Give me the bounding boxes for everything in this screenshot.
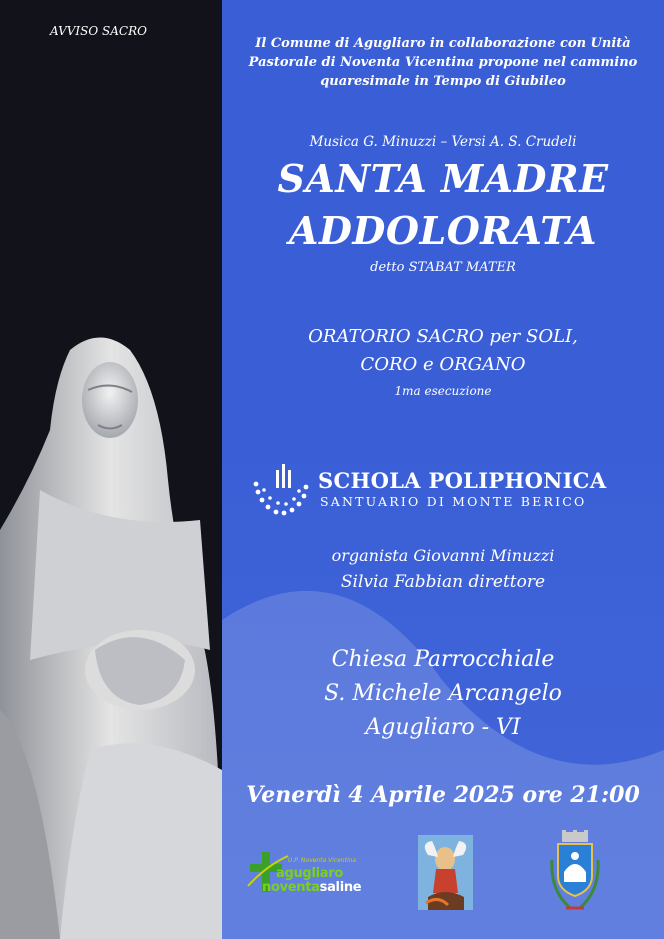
- title-line-1: SANTA MADRE: [277, 156, 609, 201]
- oratorio-line-2: CORO e ORGANO: [360, 354, 526, 375]
- subtitle-text: detto STABAT MATER: [370, 260, 516, 275]
- oratorio-line-1: ORATORIO SACRO per SOLI,: [308, 326, 578, 347]
- parish-unit-line-1: agugliaro: [276, 866, 343, 881]
- schola-logo-icon: [248, 462, 310, 520]
- organist-text: organista Giovanni Minuzzi: [331, 546, 555, 565]
- pieta-statue-image: [0, 330, 222, 939]
- title-line-2: ADDOLORATA: [289, 208, 597, 253]
- ensemble-subtitle: SANTUARIO DI MONTE BERICO: [320, 494, 587, 509]
- intro-text: Il Comune di Agugliaro in collaborazione con Unità Pastorale di Noventa Vicentina propone nel cammino quaresimale in Tempo di Giubileo: [248, 36, 638, 89]
- director-text: Silvia Fabbian direttore: [340, 572, 546, 592]
- venue-line-3: Agugliaro - VI: [365, 715, 521, 740]
- saint-michael-image: [418, 835, 473, 910]
- notice-label: AVVISO SACRO: [50, 24, 147, 38]
- municipal-crest-icon: [546, 830, 604, 916]
- parish-unit-line-2: noventasaline: [262, 880, 362, 895]
- venue-line-1: Chiesa Parrocchiale: [331, 647, 555, 672]
- event-datetime: Venerdì 4 Aprile 2025 ore 21:00: [246, 782, 640, 808]
- parish-unit-small-text: U.P. Noventa Vicentina: [288, 857, 357, 864]
- ensemble-name: SCHOLA POLIPHONICA: [318, 468, 607, 493]
- venue-line-2: S. Michele Arcangelo: [324, 681, 562, 706]
- credits-text: Musica G. Minuzzi – Versi A. S. Crudeli: [309, 134, 577, 150]
- left-panel: [0, 0, 222, 939]
- premiere-text: 1ma esecuzione: [394, 384, 492, 398]
